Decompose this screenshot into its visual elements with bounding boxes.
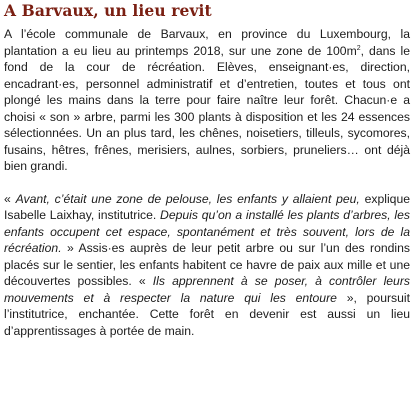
paragraph-1 <box>4 26 410 175</box>
superscript-2: 2 <box>356 44 361 52</box>
paragraph-2 <box>4 191 410 340</box>
quote-3: Ils apprennent à se poser, à contrôler leurs mouvements et à respecter la nature qui les entoure <box>4 274 410 305</box>
quote-2: Depuis qu’on a installé les plants d’arbres, les enfants occupent cet espace, spontanément et très souvent, lors de la récréation. <box>4 208 410 255</box>
paragraph-1-text-a: A l’école communale de Barvaux, en province du Luxembourg, la plantation a eu lieu au printemps 2018, sur une zone de 100m <box>4 27 410 58</box>
paragraph-1-text-b: , dans le fond de la cour de récréation. Elèves, enseignant·es, direction, encadrant·es, personnel administratif et d’entretien, toutes et tous ont plongé les mains dans la terre pour faire naître leur forêt. Chacun·e a choisi « son » arbre, parmi les 300 plants à disposition et les 24 essences sélectionnées. Un an plus tard, les chênes, noisetiers, tilleuls, sycomores, fusains, hêtres, frênes, merisiers, aulnes, sorbiers, pruneliers… ont déjà bien grandi. <box>4 43 410 173</box>
quote-1: Avant, c’était une zone de pelouse, les enfants y allaient peu, <box>15 191 360 206</box>
paragraph-2-text-3: » Assis·es auprès de leur petit arbre ou sur l’un des rondins placés sur le sentier, les enfants habitent ce havre de paix aux mille et une découvertes possibles. « <box>4 241 410 288</box>
paragraph-2-text-2: explique Isabelle Laixhay, institutrice. <box>4 191 410 222</box>
paragraph-2-text-1: « <box>4 191 16 206</box>
article <box>4 0 410 339</box>
article-title: A Barvaux, un lieu revit <box>4 1 212 20</box>
paragraph-2-text-4: », poursuit l’institutrice, enchantée. Cette forêt en devenir est aussi un lieu d’apprentissages à portée de main. <box>4 290 411 338</box>
